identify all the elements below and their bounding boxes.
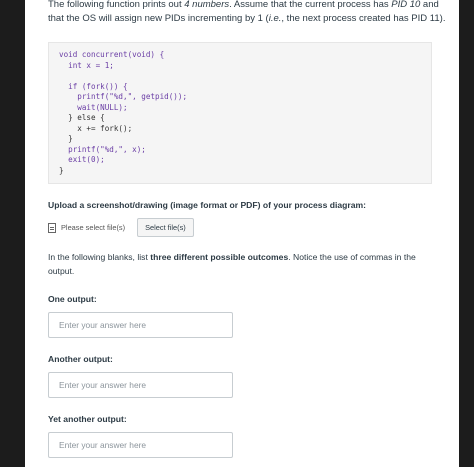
output-label-3: Yet another output: (48, 414, 127, 424)
output-label-1: One output: (48, 294, 97, 304)
question-intro (48, 0, 453, 26)
code-line: } (59, 165, 64, 175)
intro-emphasis: 4 numbers (184, 0, 230, 10)
intro-text: The following function prints out (48, 0, 185, 10)
intro-emphasis: i.e. (268, 13, 282, 24)
code-line: printf("%d,", x); (59, 144, 146, 154)
file-label: Please select file(s) (61, 223, 126, 232)
code-line: } else { (59, 113, 105, 122)
output-label-2: Another output: (48, 354, 113, 364)
instruction-emphasis: three different possible outcomes (150, 252, 289, 262)
code-block (48, 42, 432, 184)
quiz-question-panel (25, 0, 459, 467)
code-line: void concurrent(void) { (59, 50, 165, 59)
instruction-text: . Notice the use of commas in the output. (48, 252, 416, 276)
select-files-button[interactable]: Select file(s) (137, 218, 194, 237)
intro-text: , the next process created has PID 11). (281, 13, 446, 24)
answer-input-2[interactable] (48, 372, 233, 398)
answer-input-1[interactable] (48, 312, 233, 338)
instruction-text: In the following blanks, list (48, 252, 151, 262)
code-line: exit(0); (59, 155, 105, 164)
code-line: wait(NULL); (59, 102, 128, 112)
code-listing (49, 43, 431, 176)
code-line: } (59, 134, 73, 143)
upload-question: Upload a screenshot/drawing (image format or PDF) of your process diagram: (48, 200, 367, 210)
code-line: if (fork()) { (59, 81, 128, 91)
answer-input-3[interactable] (48, 432, 233, 458)
code-line: int x = 1; (59, 60, 114, 70)
intro-text: . Assume that the current process has (229, 0, 392, 10)
intro-text: and that the OS will assign new PIDs incrementing by 1 ( (48, 0, 439, 24)
code-line: x += fork(); (59, 123, 133, 133)
blanks-instructions (48, 250, 428, 278)
file-icon (48, 223, 56, 233)
code-line: printf("%d,", getpid()); (59, 92, 188, 101)
file-upload-row (48, 219, 194, 236)
intro-emphasis: PID 10 (391, 0, 421, 10)
